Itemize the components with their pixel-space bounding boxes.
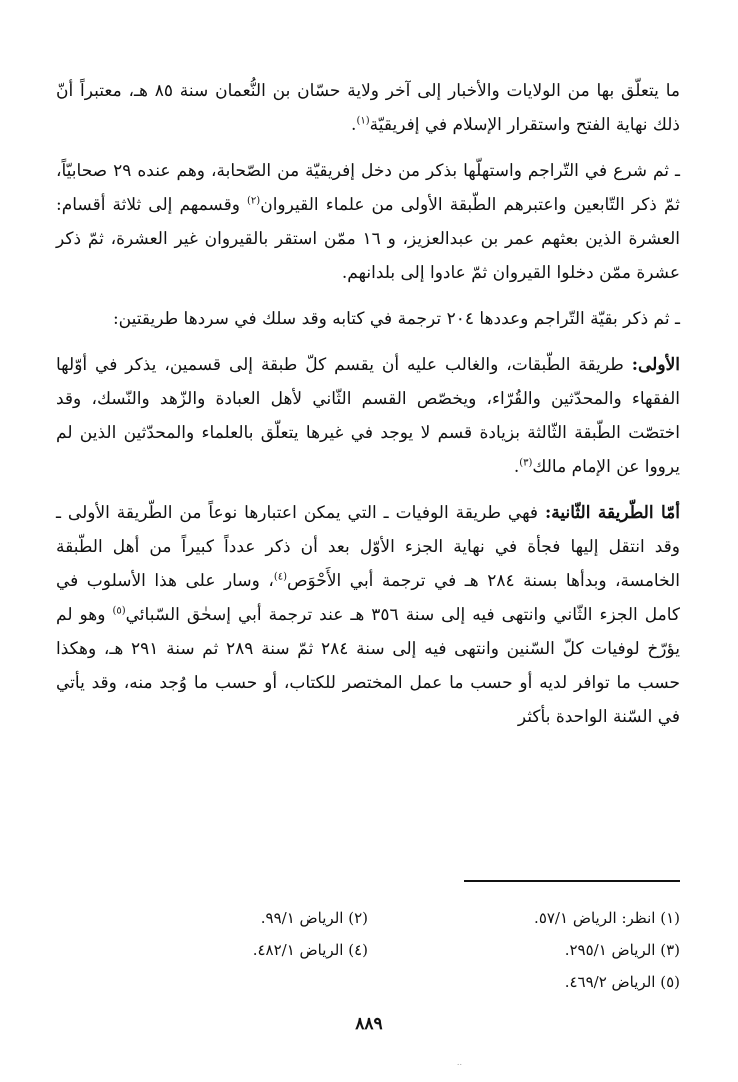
footnote-ref: (٣) — [519, 457, 533, 469]
footnote-ref: (٤) — [273, 571, 287, 583]
footnotes — [56, 902, 680, 998]
page-body — [56, 74, 680, 746]
text-run: ـ ثم شرع في التّراجم واستهلّها بذكر من دخل إفريقيّة من الصّحابة، وهم عنده ٢٩ صحابيّاً، ثمّ ذكر التّابعين واعتبرهم الطّبقة الأولى من علماء القيروان — [56, 161, 680, 215]
footnote-ref: (٢) — [247, 195, 261, 207]
text-run: ـ ثم ذكر بقيّة التّراجم وعددها ٢٠٤ ترجمة في كتابه وقد سلك في سردها طريقتين: — [112, 309, 680, 329]
footnote: (٣) الرياض ٢٩٥/١. — [564, 941, 680, 959]
text-run: فهي طريقة الوفيات ـ التي يمكن اعتبارها نوعاً من الطّريقة الأولى ـ وقد انتقل إليها فجأة في نهاية الجزء الأوّل بعد أن ذكر عدداً كبيراً من أهل الطّبقة الخامسة، وبدأها بسنة ٢٨٤ هـ في ترجمة أبي الأَحْوَص — [56, 503, 680, 591]
text-run: ، وسار على هذا الأسلوب في كامل الجزء الثّاني وانتهى فيه إلى سنة ٣٥٦ هـ عند ترجمة أبي إسحٰق السّبائي — [56, 571, 680, 625]
bold-heading-text: الأولى: — [631, 355, 680, 375]
scan-speck: .. — [456, 1058, 462, 1067]
text-run: ما يتعلّق بها من الولايات والأخبار إلى آخر ولاية حسّان بن النُّعمان سنة ٨٥ هـ، معتبراً أنّ ذلك نهاية الفتح واستقرار الإسلام في إفريقيّة — [56, 81, 681, 135]
footnote-row — [56, 902, 680, 934]
footnote: (١) انظر: الرياض ٥٧/١. — [534, 909, 680, 927]
footnote: (٤) الرياض ٤٨٢/١. — [252, 941, 368, 959]
bold-heading-text: أمّا الطّريقة الثّانية: — [544, 503, 680, 523]
text-run: طريقة الطّبقات، والغالب عليه أن يقسم كلّ طبقة إلى قسمين، يذكر في أوّلها الفقهاء والمحدّثين والقُرّاء، ويخصّص القسم الثّاني لأهل العبادة والزّهد والنّسك، وقد اختصّت الطّبقة الثّالثة بزيادة قسم لا يوجد في غيرها يتعلّق بالعلماء والمحدّثين الذين لم يرووا عن الإمام مالك — [56, 355, 680, 477]
footnote: (٢) الرياض ٩٩/١. — [260, 909, 368, 927]
footnote-row — [56, 966, 680, 998]
paragraph — [56, 348, 680, 484]
paragraph — [56, 74, 680, 142]
paragraph — [56, 496, 680, 734]
page-number: ٨٨٩ — [355, 1014, 383, 1034]
text-run: . — [351, 115, 357, 135]
footnote: (٥) الرياض ٤٦٩/٢. — [564, 973, 680, 991]
footnote-row — [56, 934, 680, 966]
paragraph — [56, 154, 680, 290]
footnote-divider — [464, 880, 680, 882]
paragraph — [56, 302, 680, 336]
footnote-ref: (٥) — [112, 605, 126, 617]
text-run: وقسمهم إلى ثلاثة أقسام: العشرة الذين بعثهم عمر بن عبدالعزيز، و ١٦ ممّن استقر بالقيروان غير العشرة، ثمّ ذكر عشرة ممّن دخلوا القيروان ثمّ عادوا إلى بلدانهم. — [56, 195, 680, 283]
text-run: . — [513, 457, 520, 477]
text-run: وهو لم يؤرّخ لوفيات كلّ السّنين وانتهى فيه إلى سنة ٢٨٤ ثمّ سنة ٢٨٩ ثم سنة ٢٩١ هـ، وهكذا حسب ما توافر لديه أو حسب ما عمل المختصر للكتاب، أو حسب ما وُجد منه، وقد يأتي في السّنة الواحدة بأكثر — [56, 605, 681, 727]
footnote-ref: (١) — [356, 115, 370, 127]
